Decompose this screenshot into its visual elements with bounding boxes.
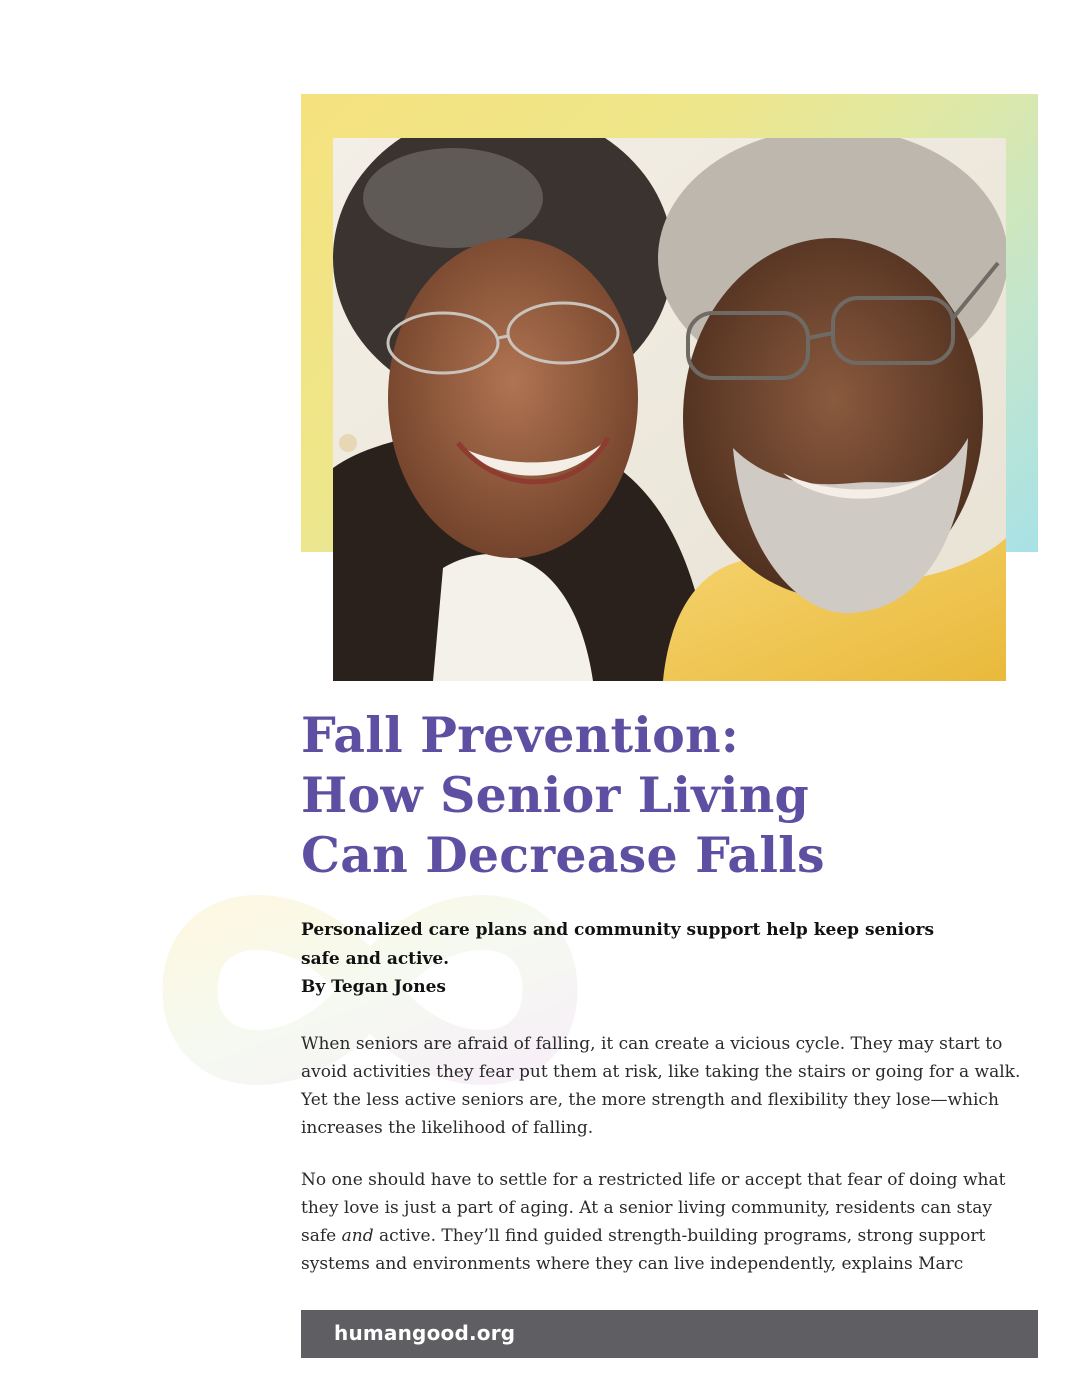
paragraph-2-text: safe	[301, 1226, 342, 1246]
footer-bar	[301, 1310, 1038, 1358]
paragraph-2	[301, 1166, 1041, 1278]
paragraph-2-text: active. They’ll find guided strength-building programs, strong support	[373, 1226, 986, 1246]
paragraph-2-line	[301, 1222, 1041, 1250]
headline-line-2: How Senior Living	[301, 766, 810, 824]
paragraph-1-line: When seniors are afraid of falling, it can create a vicious cycle. They may start to	[301, 1034, 1003, 1054]
article-dek	[301, 916, 991, 1002]
paragraph-2-line: they love is just a part of aging. At a senior living community, residents can stay	[301, 1198, 992, 1218]
paragraph-2-line: No one should have to settle for a restricted life or accept that fear of doing what	[301, 1170, 1006, 1190]
dek-line-2: safe and active.	[301, 948, 450, 969]
paragraph-1-line: avoid activities they fear put them at risk, like taking the stairs or going for a walk.	[301, 1062, 1021, 1082]
byline: By Tegan Jones	[301, 977, 446, 997]
article-headline	[301, 705, 1041, 885]
hero-photo	[333, 138, 1006, 681]
headline-line-1: Fall Prevention:	[301, 706, 740, 764]
footer-url-link[interactable]: humangood.org	[334, 1321, 516, 1345]
paragraph-1-line: Yet the less active seniors are, the more strength and flexibility they lose—which	[301, 1090, 999, 1110]
emphasis-and: and	[341, 1226, 374, 1246]
headline-line-3: Can Decrease Falls	[301, 826, 825, 884]
paragraph-2-line: systems and environments where they can live independently, explains Marc	[301, 1254, 964, 1274]
paragraph-1	[301, 1030, 1041, 1142]
dek-line-1: Personalized care plans and community support help keep seniors	[301, 920, 935, 940]
paragraph-1-line: increases the likelihood of falling.	[301, 1118, 594, 1138]
